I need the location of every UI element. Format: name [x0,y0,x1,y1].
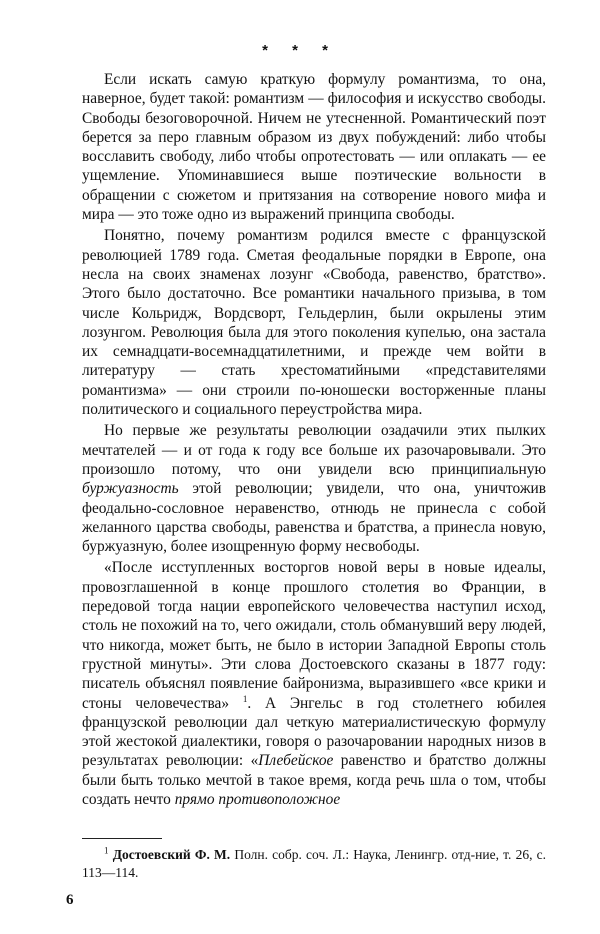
paragraph-4-text-a: «После исступленных восторгов новой веры в новые идеалы, провозглашенной в конце прошлого столетия во Франции, в передовой тогда нации европейского человечества наступил исход, столь не похожий на то, чего ожидали, столь обманувший веру людей, что никогда, может быть, не было в истории Западной Европы столь грустной минуты». Эти слова Достоевского сказаны в 1877 году: писатель объяснял появление байронизма, выразившего «все крики и стоны человечества» [82,559,546,712]
page-number: 6 [66,892,74,908]
section-separator: * * * [262,42,338,59]
footnote-divider [82,838,162,839]
footnote-author: Достоевский Ф. М. [112,847,231,862]
paragraph-3-emphasis: буржуазность [82,480,179,498]
footnote [82,846,546,882]
paragraph-4-emphasis-2: прямо противоположное [174,790,341,808]
paragraph-3-text-a: Но первые же результаты революции озадачили этих пылких мечтателей — и от года к году все больше их разочаровывали. Это произошло потому, что они увидели всю принципиальную [82,422,546,478]
paragraph-3-text-b: этой революции; увидели, что она, уничтожив феодально-сословное неравенство, отнюдь не принесла с собой желанного царства свободы, равенства и братства, а принесла новую, буржуазную, более изощренную форму несвободы. [82,480,546,556]
paragraph-1: Если искать самую краткую формулу романтизма, то она, наверное, будет такой: романтизм — философия и искусство свободы. Свободы безоговорочной. Ничем не утесненной. Романтический поэт берется за перо главным образом из двух побуждений: либо чтобы восславить свободу, либо чтобы опротестовать — или оплакать — ее ущемление. Упоминавшиеся выше поэтические вольности в обращении с сюжетом и притязания на сотворение нового мифа и мира — это тоже одно из выражений принципа свободы. [82,71,546,224]
body-text [82,70,546,811]
footnote-text: Полн. собр. соч. Л.: Наука, Ленингр. отд-ние, т. 26, с. 113—114. [82,847,546,880]
footnote-mark: 1 [104,845,109,856]
paragraph-4-text-b: . А Энгельс в год столетнего юбилея французской революции дал четкую материалистическую формулу этой жестокой диалектики, говоря о разочаровании народных низов в результатах революции: « [82,694,547,770]
footnote-reference-mark[interactable]: 1 [242,693,248,704]
paragraph-3 [82,421,546,556]
paragraph-4-emphasis-1: Плебейское [258,752,334,770]
paragraph-2: Понятно, почему романтизм родился вместе с французской революцией 1789 года. Сметая феодальные порядки в Европе, она несла на своих знаменах лозунг «Свобода, равенство, братство». Этого было достаточно. Все романтики начального призыва, в том числе Кольридж, Вордсворт, Гельдерлин, были окрылены этим лозунгом. Революция была для этого поколения купелью, она застала их семнадцати-восемнадцатилетними, и прежде чем войти в литературу — стать хрестоматийными «представителями романтизма» — они строили по-юношески восторженные планы политического и социального переустройства мира. [82,227,546,419]
paragraph-4-text-c: равенство и братство должны были быть только мечтой в такое время, когда речь шла о том, чтобы создать нечто [82,752,547,808]
paragraph-4 [82,558,546,809]
